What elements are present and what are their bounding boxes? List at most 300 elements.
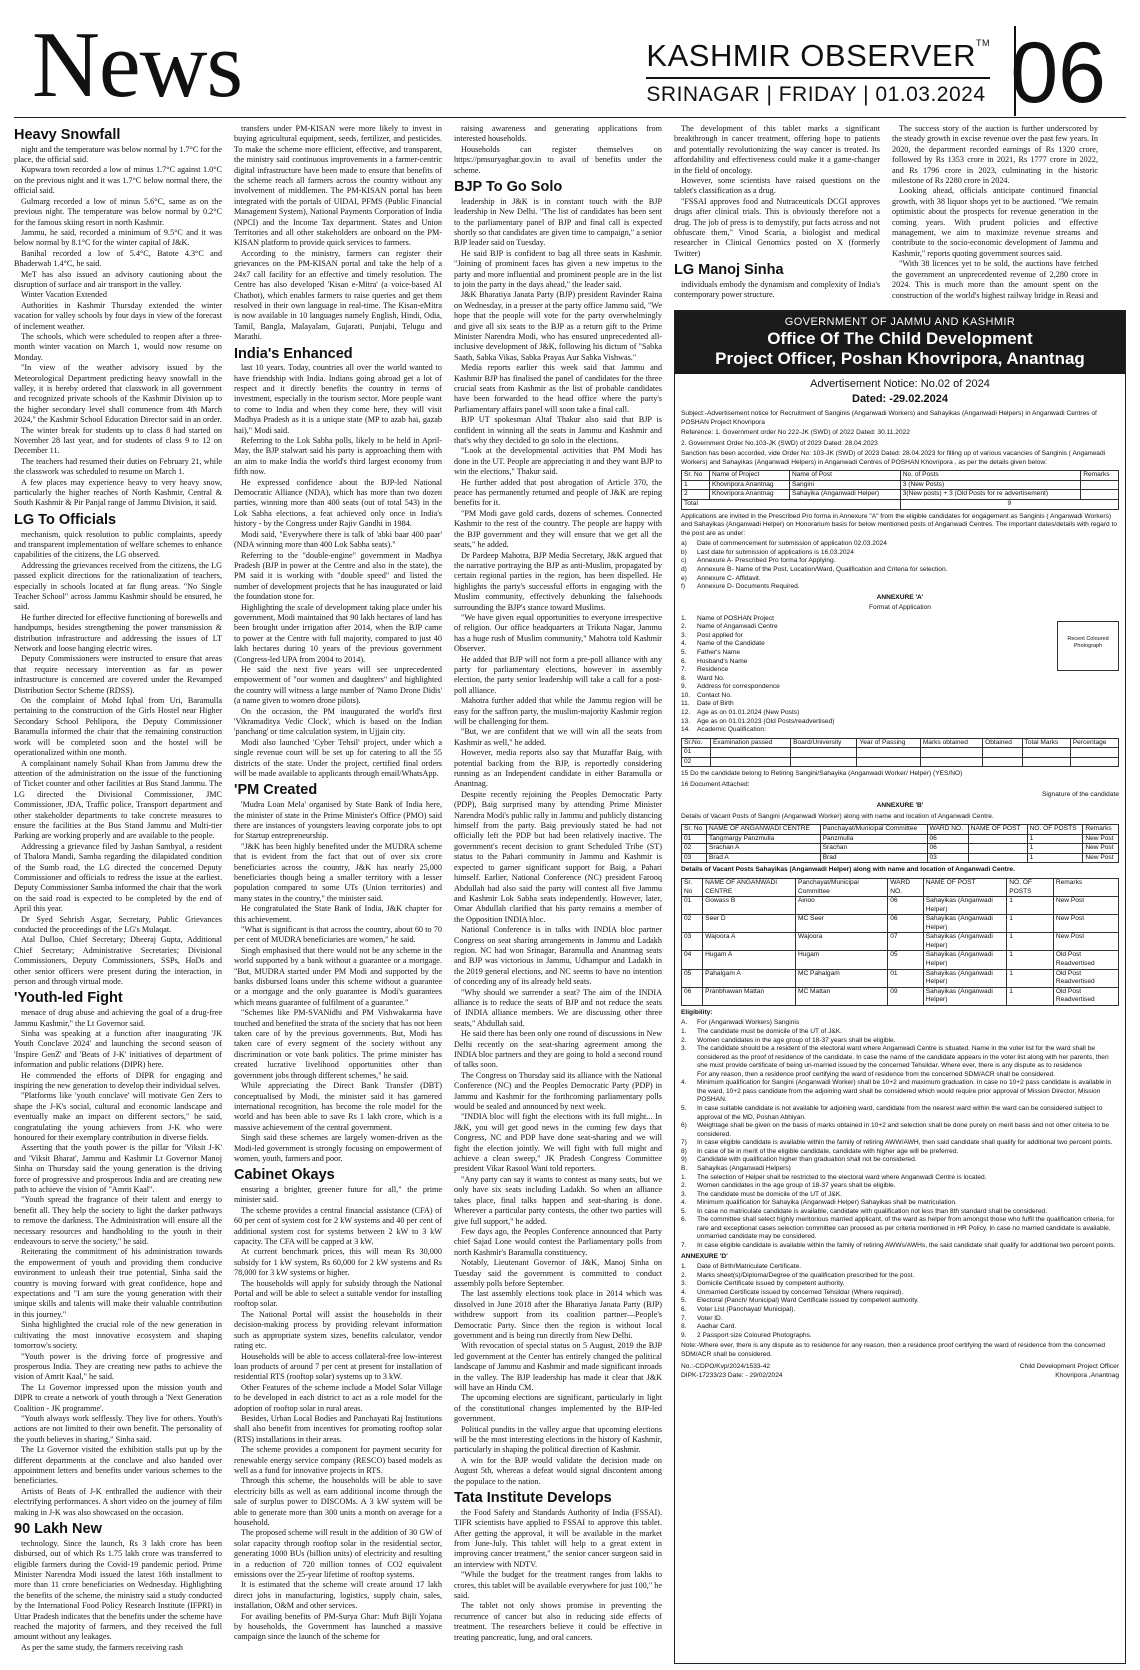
list-item bbox=[681, 575, 1119, 584]
story-pm-created bbox=[234, 782, 442, 1164]
paragraph: Referring to the "double-engine" government in Madhya Pradesh (BJP in power at the Centre and also in the state), the PM said it is working with "double speed" and listed the number of development projects that he has inaugurated or laid the foundation stone for. bbox=[234, 550, 442, 602]
list-item bbox=[681, 1182, 1119, 1191]
table-cell: 1 bbox=[1007, 951, 1054, 969]
list-item-text: Annexure C- Affidavit. bbox=[697, 574, 761, 582]
paper-rule bbox=[646, 77, 990, 79]
list-item bbox=[681, 1122, 1119, 1139]
table-cell: Sahayikas (Anganwadi Helper) bbox=[923, 915, 1006, 933]
table-cell: Old Post Readvertised bbox=[1053, 951, 1118, 969]
list-item-text: Name of POSHAN Project bbox=[697, 614, 774, 622]
story-pm-kisan-cont bbox=[234, 124, 442, 343]
list-item-text: Women candidates in the age group of 18-37 years shall be eligible. bbox=[697, 1182, 896, 1190]
list-item-key: 4. bbox=[681, 640, 687, 648]
paragraph: He expressed confidence about the BJP-led National Democratic Alliance (NDA), which has more than two dozen parties, winning more than 400 seats (out of total 543) in the Lok Sabha elections, a feat achieved only once in India's history - by the Congress under Rajiv Gandhi in 1984. bbox=[234, 477, 442, 529]
table-header-cell: Panchayat/Municipal Committee bbox=[795, 878, 887, 896]
paragraph: Banihal recorded a low of 5.4°C, Batote 4.3°C and Bhaderwah 1.4°C, he said. bbox=[14, 248, 222, 269]
list-item-key: 7. bbox=[681, 666, 687, 674]
list-item-key: 9. bbox=[681, 683, 687, 691]
table-header-cell: Marks obtained bbox=[920, 738, 982, 748]
list-item-text: Minimum qualification for Sahayika (Anganwadi Helper) Sahayikas shall be matriculation. bbox=[697, 1199, 957, 1207]
table-header-cell: Percentage bbox=[1070, 738, 1118, 748]
list-item-text: For any reason, then a residence proof certifying the ward of residence from the concerned SDM/ACR shall be considered. bbox=[697, 1070, 1056, 1078]
paragraph: Besides, Urban Local Bodies and Panchayati Raj Institutions shall also benefit from incentives for promoting rooftop solar (RTS) installations in their areas. bbox=[234, 1413, 442, 1444]
list-item bbox=[681, 615, 1051, 624]
list-item bbox=[681, 632, 1051, 641]
paragraph: Gulmarg recorded a low of minus 5.6°C, same as on the previous night. The temperature was below normal by 0.2°C for the famous skiing resort in north Kashmir. bbox=[14, 196, 222, 227]
story-heading: BJP To Go Solo bbox=[454, 179, 563, 196]
table-cell bbox=[1081, 480, 1119, 490]
paragraph: "Youth always work selflessly. They live for others. Youth's actions are not limited to their own benefit. The personality of the youth believes in sharing," Sinha said. bbox=[14, 1413, 222, 1444]
paragraph: individuals embody the dynamism and complexity of India's contemporary power structure. bbox=[674, 279, 880, 300]
table-cell: 3(New posts) + 3 (Old Posts for re advertisement) bbox=[900, 490, 1081, 500]
table-total-row bbox=[682, 500, 1119, 510]
table-header-cell: NAME OF POST bbox=[923, 878, 1006, 896]
list-item-text: Voter List (Panchayat/ Municipal). bbox=[697, 1305, 796, 1313]
list-item-text: Address for correspondence bbox=[697, 683, 780, 691]
list-item-text: Unmarried Certificate issued by concerned Tehsildar (Where required). bbox=[697, 1288, 904, 1296]
table-cell: 1 bbox=[682, 480, 710, 490]
table-cell: Gowass B bbox=[703, 897, 796, 915]
qualification-table bbox=[681, 738, 1119, 768]
photo-placeholder: Recent Coloured Photograph bbox=[1057, 621, 1119, 671]
list-item-text: Annexure D- Documents Required. bbox=[697, 583, 800, 591]
paragraph: However, some scientists have raised questions on the tablet's classification as a drug. bbox=[674, 176, 880, 196]
list-item-key: 5. bbox=[681, 1297, 687, 1305]
ad-note: Note:-Where ever, there is any dispute as to residence for any reason, then a residence proof certifying the ward of residence from the concerned SDM/ACR shall be considered. bbox=[681, 1342, 1106, 1358]
table-cell: Sangini bbox=[789, 480, 900, 490]
paragraph: Notably, Lieutenant Governor of J&K, Manoj Sinha on Tuesday said the government is committed to conduct assembly polls before September. bbox=[454, 1258, 662, 1288]
table-row bbox=[682, 933, 1119, 951]
ad-signatory-title: Child Development Project Officer bbox=[1019, 1363, 1119, 1371]
table-header-cell: Panchayat/Municipal Committee bbox=[820, 825, 927, 835]
paragraph: On the occasion, the PM inaugurated the world's first 'Vikramaditya Vedic Clock', which is based on the Indian 'panchang' or time calculation system, in Ujjain city. bbox=[234, 706, 442, 737]
table-cell: 07 bbox=[888, 933, 924, 951]
paragraph: "But, we are confident that we will win all the seats from Kashmir as well," he added. bbox=[454, 727, 662, 747]
table-cell: 3 (New Posts) bbox=[900, 480, 1081, 490]
ad-invite: Applications are invited in the Prescribed Pro forma in Annexure "A" from the eligible candidates for engagement as Sanginis ( Anganwadi Workers) and Sahayikas (Anganwadi Helper) on Honorarium basis for below mentioned posts of Anganwadi Centres. The important dates/details with regard to the post are as under: bbox=[681, 512, 1118, 537]
paragraph: "Any party can say it wants to contest as many seats, but we only have six seats including Ladakh. So when an alliance takes place, final talks happen and seat-sharing is done. Wherever a particular party contests, the other two parties will give full support," he added. bbox=[454, 1174, 662, 1226]
table-cell: 06 bbox=[927, 844, 968, 854]
list-item-key: 7. bbox=[681, 1314, 687, 1322]
sahayika-vacancy-table bbox=[681, 878, 1119, 1006]
paragraph: last 10 years. Today, countries all over the world wanted to have friendship with India. Indians going abroad get a lot of respect and it directly benefits the country in terms of investment, especially in the tourism sector. More people want to come to India and when they come here, they will visit Madhya Pradesh as it is a unique state (MP to azab hai, gazab hai)," Modi said. bbox=[234, 363, 442, 435]
paragraph: Modi said, "Everywhere there is talk of 'abki baar 400 paar' (NDA winning more than 400 Lok Sabha seats)." bbox=[234, 529, 442, 550]
story-india-enhanced bbox=[234, 346, 442, 780]
paragraph: The schools, which were scheduled to reopen after a three-month winter vacation on March 1, would now resume on Monday. bbox=[14, 331, 222, 362]
table-row bbox=[682, 915, 1119, 933]
table-cell: 1 bbox=[1027, 834, 1083, 844]
paragraph: "With 38 licences yet to be sold, the auctions have fetched the government an unprecedented revenue of 2,280 crore in 2024. This is much more than the amount spent on the construction of the world's highest railway bridge in Reasi and bbox=[892, 259, 1098, 300]
table-header-cell: Name of Post bbox=[789, 471, 900, 481]
paragraph: The scheme provides a component for payment security for renewable energy service company (RESCO) based models as well as a fund for innovative projects in RTS. bbox=[234, 1445, 442, 1475]
table-header-cell: Sr. No bbox=[682, 825, 707, 835]
paragraph: J&K Bharatiya Janata Party (BJP) president Ravinder Raina on Wednesday, in a presser at the party office Jammu said, "We hope that the people will vote for the party overwhelmingly and give all six seats to the BJP as a return gift to the Prime Minister Narendra Modi, who has ensured unprecedented all-inclusive development of J&K, following his dictum of "Sabka Saath, Sabka Vikas, Sabka Prayas Aur Sabka Vishwas." bbox=[454, 290, 662, 362]
story-tata-institute bbox=[454, 1490, 662, 1643]
story-heading: LG To Officials bbox=[14, 511, 117, 528]
paragraph: Households will be able to access collateral-free low-interest loan products of around 7 per cent at present for installation of residential RTS (rooftop solar) systems up to 3 kW. bbox=[234, 1351, 442, 1382]
table-cell: 03 bbox=[927, 853, 968, 863]
ad-footer bbox=[681, 1363, 1119, 1380]
table-header-cell: NO. OF POSTS bbox=[1027, 825, 1083, 835]
paragraph: The proposed scheme will result in the addition of 30 GW of solar capacity through rooftop solar in the residential sector, generating 1000 BUs (billion units) of electricity and resulting in a reduction of 720 million tonnes of CO2 equivalent emissions over the 25-year lifetime of rooftop systems. bbox=[234, 1528, 442, 1580]
ad-footer-left bbox=[681, 1363, 783, 1380]
table-header-cell: Obtained bbox=[983, 738, 1023, 748]
table-cell: Panzmulla bbox=[820, 834, 927, 844]
paragraph: Referring to the Lok Sabha polls, likely to be held in April-May, the BJP stalwart said his party is approaching them with an aim to make India the world's third largest economy from fifth now. bbox=[234, 436, 442, 477]
story-heading: Heavy Snowfall bbox=[14, 127, 121, 143]
paragraph: BJP UT spokesman Altaf Thakur also said that BJP is confident in winning all the seats in Jammu and Kashmir and that's why they decided to go solo in the elections. bbox=[454, 415, 662, 446]
list-item-key: 8. bbox=[681, 674, 687, 682]
list-item-key: 13. bbox=[681, 717, 691, 725]
paragraph: He commended the efforts of DIPR for engaging and inspiring the new generation to develop their individual selves. bbox=[14, 1070, 222, 1090]
table-cell: New Post bbox=[1083, 834, 1119, 844]
list-item-text: 2 Passport size Coloured Photographs. bbox=[697, 1331, 812, 1339]
table-cell: Srachan bbox=[820, 844, 927, 854]
paragraph: He said BJP is confident to bag all three seats in Kashmir. "Joining of prominent faces has given a new impetus to the party and more influential and prominent people are in the list to join the party in the days ahead," the leader said. bbox=[454, 248, 662, 289]
list-item-key: A. bbox=[681, 1019, 688, 1027]
table-cell: 1 bbox=[1007, 933, 1054, 951]
paragraph: The development of this tablet marks a significant breakthrough in cancer treatment, offering hope to patients and potentially revolutionizing the way cancer is treated. Its affordability and effectiveness could make it a game-changer in the field of oncology. bbox=[674, 124, 880, 175]
table-cell: 03 bbox=[682, 933, 703, 951]
list-item bbox=[681, 1280, 1119, 1289]
list-item-text: Annexure A- Prescribed Pro forma for Applying. bbox=[697, 557, 836, 565]
list-item bbox=[681, 658, 1051, 667]
table-cell: 01 bbox=[682, 748, 711, 758]
paragraph: "Youth power is the driving force of progressive and prosperous India. They are creating new paths to achieve the vision of Amrit Kaal," he said. bbox=[14, 1351, 222, 1382]
table-cell: 01 bbox=[682, 834, 707, 844]
list-item-key: f) bbox=[681, 583, 686, 591]
paragraph: The scheme provides a central financial assistance (CFA) of 60 per cent of system cost for 2 kW systems and 40 per cent of additional system cost for systems between 2 kW to 3 kW capacity. The CFA will be capped at 3 kW. bbox=[234, 1205, 442, 1247]
table-cell: 01 bbox=[682, 897, 703, 915]
paragraph: The tablet not only shows promise in preventing the recurrence of cancer but also in reducing side effects of treatment. The researchers believe it could be effective in treating pancreatic, lung, and oral cancers. bbox=[454, 1601, 662, 1642]
table-cell: 1 bbox=[1007, 897, 1054, 915]
table-cell: New Post bbox=[1053, 915, 1118, 933]
ad-notice-number: Advertisement Notice: No.02 of 2024 bbox=[810, 378, 990, 391]
list-item-text: In case of tie in merit of the eligible candidate, candidate with higher age will be preferred. bbox=[697, 1147, 959, 1155]
table-row bbox=[682, 844, 1119, 854]
table-header-cell: Examination passed bbox=[711, 738, 791, 748]
table-header-cell: Sr. No bbox=[682, 471, 710, 481]
list-item-key: 9) bbox=[681, 1156, 687, 1164]
list-item-text: Ward No. bbox=[697, 674, 725, 682]
list-item-key: 5. bbox=[681, 649, 687, 657]
list-item bbox=[681, 583, 1119, 592]
paragraph: "PM Modi gave gold cards, dozens of schemes. Connected Kashmir to the rest of the country. The people are happy with the BJP government and they will ensure that we get all the seats," he added. bbox=[454, 508, 662, 550]
paragraph: Dr Syed Sehrish Asgar, Secretary, Public Grievances conducted the proceedings of the LG's Mulaqat. bbox=[14, 914, 222, 934]
posts-table bbox=[681, 470, 1119, 509]
table-cell: MC Mattan bbox=[795, 987, 887, 1005]
list-item-key: 6) bbox=[681, 1122, 687, 1130]
table-cell: Wajoora bbox=[795, 933, 887, 951]
paragraph: Modi also launched 'Cyber Tehsil' project, under which a single revenue court will be set up for catering to all the 55 districts of the state. Under the project, certified final orders will be made available to applicants through email/WhatsApp. bbox=[234, 737, 442, 779]
table-cell: Ainoo bbox=[795, 897, 887, 915]
ad-banner bbox=[675, 311, 1125, 374]
table-header-cell: NAME OF ANGANWADI CENTRE bbox=[707, 825, 821, 835]
list-item bbox=[681, 623, 1051, 632]
table-cell: 06 bbox=[888, 915, 924, 933]
list-item-text: The candidate should be a resident of the electoral ward where Anganwadi Centre is situated. Name in the voter list for the ward shall be considered as the proof of residence of the candidate. In case the name of the candidate appears in the voter list along with her parents, then she must provide certificate of being un-married issued by the concerned Tehsildar. Where ever, there is any dispute as to residence bbox=[697, 1045, 1109, 1070]
annexure-d-title: ANNEXURE 'D' bbox=[681, 1252, 728, 1260]
list-item-text: Father's Name bbox=[697, 649, 741, 657]
dateline: SRINAGAR | FRIDAY | 01.03.2024 bbox=[646, 83, 986, 106]
paragraph: He congratulated the State Bank of India, J&K chapter for this achievement. bbox=[234, 904, 442, 924]
table-header-cell: Name of Project bbox=[710, 471, 790, 481]
paragraph: Singh emphasised that there would not be any scheme in the world supported by a bank without a guarantee or a mortgage. "But, MUDRA started under PM Modi and supported by the banks disbursed loans under this scheme without a guarantee or a mortgage and the only guarantee is Modi's guarantees which means guarantee of fulfilment of a guarantee." bbox=[234, 945, 442, 1007]
paragraph: Reiterating the commitment of his administration towards the empowerment of youth and providing them conducive environment to unleash their true potential, Sinha said the country is moving forward with great confidence, hope and expectations and "I am sure the young generation with their unique skills and talents will make their valuable contribution in this journey." bbox=[14, 1247, 222, 1319]
trademark-mark: TM bbox=[976, 38, 990, 48]
table-row bbox=[682, 951, 1119, 969]
table-row bbox=[682, 987, 1119, 1005]
table-cell: Brad bbox=[820, 853, 927, 863]
table-header-cell: NO. OF POSTS bbox=[1007, 878, 1054, 896]
paragraph: The Lt Governor visited the exhibition stalls put up by the different departments at the conclave and also handed over appointment letters and benefits under various schemes to the beneficiaries. bbox=[14, 1445, 222, 1486]
paragraph: technology. Since the launch, Rs 3 lakh crore has been disbursed, out of which Rs 1.75 lakh crore was transferred to eligible farmers during the Covid-19 pandemic period. Prime Minister Narendra Modi issued the latest 16th installment to more than 11 crore beneficiaries on Wednesday. Highlighting the benefits of the scheme, the ministry said a study conducted by the International Food Policy Research Institute (IFPRI) in Uttar Pradesh indicates that the benefits under the scheme have reached the majority of farmers, and they received the full amount without any leakages. bbox=[14, 1538, 222, 1642]
paragraph: It is estimated that the scheme will create around 17 lakh direct jobs in manufacturing, logistics, supply chain, sales, installation, O&M and other services. bbox=[234, 1580, 442, 1611]
paragraph: He further added that post abrogation of Article 370, the peace has permanently returned and people of J&K are reping benefits for it. bbox=[454, 477, 662, 508]
paragraph: "J&K has been highly benefited under the MUDRA scheme that is evident from the fact that out of over six crore beneficiaries across the country, J&K has nearly 25,000 beneficiaries though being a smaller territory with a lesser population compared to some UTs (Union territories) and many states in the country," the minister said. bbox=[234, 841, 442, 903]
table-row bbox=[682, 897, 1119, 915]
table-cell: Pranbhawan Mattan bbox=[703, 987, 796, 1005]
table-cell: Seer D bbox=[703, 915, 796, 933]
eligibility-title: Eligibility: bbox=[681, 1008, 713, 1016]
story-lg-officials bbox=[14, 512, 222, 988]
paragraph: Addressing the grievances received from the citizens, the LG passed explicit directions for the rationalization of teachers, especially in schools located at far flung areas. "No Single Teacher School" across Jammu Kashmir should be ensured, he said. bbox=[14, 560, 222, 612]
paragraph: leadership in J&K is in constant touch with the BJP leadership in New Delhi. "The list of candidates has been sent to the parliamentary panel of BJP and final call is expected shortly so that candidates are given time to campaign," a senior BJP leader said on Tuesday. bbox=[454, 196, 662, 248]
list-item bbox=[681, 1216, 1119, 1242]
list-item bbox=[681, 675, 1051, 684]
list-item bbox=[681, 557, 1119, 566]
list-item bbox=[681, 1191, 1119, 1200]
ad-dated: Dated: -29.02.2024 bbox=[852, 392, 948, 405]
paragraph: night and the temperature was below normal by 1.7°C for the place, the official said. bbox=[14, 144, 222, 165]
list-item bbox=[681, 566, 1119, 575]
table-cell: 03 bbox=[682, 853, 707, 863]
table-header-cell: Remarks bbox=[1083, 825, 1119, 835]
paragraph: Addressing a grievance filed by Jashan Sambyal, a resident of Thalora Mandi, Samba regarding the dilapidated condition of the Sumb road, the LG directed the concerned Deputy Commissioner and officials to redress the issue at the earliest. Deputy Commissioner Samba informed the chair that the work on the said road is expected to be completed by the end of April this year. bbox=[14, 841, 222, 914]
table-row bbox=[682, 834, 1119, 844]
list-item-key: b) bbox=[681, 548, 687, 556]
list-item bbox=[681, 1315, 1119, 1324]
page-body bbox=[14, 118, 1126, 1664]
table-cell: 06 bbox=[682, 987, 703, 1005]
table-cell: 02 bbox=[682, 844, 707, 854]
paragraph: He said there has been only one round of discussions in New Delhi recently on the seat-sharing agreement among the INDIA bloc partners and they are going to hold a second round of talks soon. bbox=[454, 1029, 662, 1070]
table-cell: New Post bbox=[1083, 844, 1119, 854]
table-cell: Sahayikas (Anganwadi Helper) bbox=[923, 969, 1006, 987]
candidate-signature: Signature of the candidate bbox=[1042, 791, 1119, 799]
column-1 bbox=[14, 124, 222, 1664]
paragraph: Despite recently rejoining the Peoples Democratic Party (PDP), Baig surprised many by attending Prime Minister Narendra Modi's public rally in Jammu and publicly distancing himself from the party. Baig previously stated he had not officially left the PDP but had been relatively inactive. The government's recent decision to grant Scheduled Tribe (ST) status to the Pahari community in Jammu and Kashmir is expected to garner significant support for Baig, a Pahari himself. Earlier, National Conference (NC) president Farooq Abdullah had also said the party will contest all five Jammu and Kashmir Lok Sabha seats independently. However, later, Omar Abdullah clarified that his party remains a member of the Opposition INDIA bloc. bbox=[454, 789, 662, 924]
annexure-b-subtitle: Details of Vacant Posts of Sangini (Anganwadi Worker) along with name and location of Anganwadi Centre. bbox=[681, 812, 994, 820]
paragraph: Atal Dulloo, Chief Secretary; Dheeraj Gupta, Additional Chief Secretary; Administrative Secretaries; Divisional Commissioners, Deputy Commissioners, SSPs, HoDs and other senior officers were present during the interaction, in person and through virtual mode. bbox=[14, 935, 222, 987]
table-header-row bbox=[682, 471, 1119, 481]
paragraph: "Look at the developmental activities that PM Modi has done in the UT. People are appreciating it and they want BJP to win the elections," Thakur said. bbox=[454, 446, 662, 477]
table-cell: 1 bbox=[1027, 844, 1083, 854]
table-header-row bbox=[682, 738, 1119, 748]
list-item bbox=[681, 700, 1051, 709]
section-title: News bbox=[32, 13, 243, 117]
paragraph: Through this scheme, the households will be able to save electricity bills as well as earn additional income through the sale of surplus power to DISCOMs. A 3 kW system will be able to generate more than 300 units a month on average for a household. bbox=[234, 1476, 442, 1528]
list-item-key: 4. bbox=[681, 1288, 687, 1296]
table-cell: 06 bbox=[888, 897, 924, 915]
right-area bbox=[674, 124, 1126, 1664]
list-item-text: Date of commencement for submission of application 02.03.2024 bbox=[697, 540, 887, 548]
list-item-text: In case no matriculate candidate is available, candidate with qualification not less than 8th standard shall be considered. bbox=[697, 1207, 1048, 1215]
paragraph: Jammu, he said, recorded a minimum of 9.5°C and it was below normal by 8.1°C for the winter capital of J&K. bbox=[14, 227, 222, 248]
paragraph: The success story of the auction is further underscored by the steady growth in excise revenue over the past few years. In 2020, the department recorded earnings of Rs 1320 crore, followed by Rs 1353 crore in 2021, Rs 1777 crore in 2022, and Rs 1796 crore in 2023, culminating in the historic milestone of Rs 2280 crore in 2024. bbox=[892, 124, 1098, 186]
list-item-key: 6. bbox=[681, 657, 687, 665]
paragraph: "Why should we surrender a seat? The aim of the INDIA alliance is to reduce the seats of BJP and not reduce the seats of INDIA alliance members. We are discussing other three seats," Abdullah said. bbox=[454, 987, 662, 1028]
annexure-b-title: ANNEXURE 'B' bbox=[876, 802, 924, 810]
table-cell: Tangmargy Panzmulla bbox=[707, 834, 821, 844]
table-cell bbox=[968, 844, 1027, 854]
list-item-key: 3. bbox=[681, 1280, 687, 1288]
ad-body bbox=[675, 410, 1125, 1381]
list-item-key: 3. bbox=[681, 1045, 687, 1053]
table-cell: Sahayikas (Anganwadi Helper) bbox=[923, 951, 1006, 969]
paragraph: A few places may experience heavy to very heavy snow, particularly the higher reaches of North Kashmir, Central & South Kashmir & Pir Panjal range of Jammu Division, it said. bbox=[14, 477, 222, 508]
list-item-text: The candidate must be domicile of the UT of J&K. bbox=[697, 1190, 843, 1198]
table-cell: Total bbox=[682, 500, 901, 510]
list-item bbox=[681, 709, 1051, 718]
paragraph: The winter break for students up to class 8 had started on November 28 last year, and for students of class 9 to 12 on December 11. bbox=[14, 425, 222, 456]
annexure-a-subtitle: Format of Application bbox=[869, 604, 931, 612]
table-cell: 1 bbox=[1007, 915, 1054, 933]
list-item bbox=[681, 726, 1051, 735]
list-item-text: Weightage shall be given on the basis of marks obtained in 10+2 and selection shall be done purely on merit basis and not other criteria to be considered. bbox=[697, 1122, 1110, 1138]
paragraph: Artists of Beats of J-K enthralled the audience with their electrifying performances. A short video on the journey of film making in J-K was also showcased on the occasion. bbox=[14, 1486, 222, 1517]
table-cell: 02 bbox=[682, 757, 711, 767]
paragraph: As per the same study, the farmers receiving cash bbox=[21, 1642, 184, 1652]
table-cell: Sahayikas (Anganwadi Helper) bbox=[923, 897, 1006, 915]
list-item-text: Last date for submission of applications is 16.03.2024 bbox=[697, 548, 854, 556]
story-bjp-solo bbox=[454, 179, 662, 1487]
list-item bbox=[681, 1263, 1119, 1272]
list-item bbox=[681, 1071, 1119, 1080]
list-item-key: 8. bbox=[681, 1323, 687, 1331]
list-item bbox=[681, 1199, 1119, 1208]
list-item-text: Post applied for bbox=[697, 631, 743, 639]
table-cell: 04 bbox=[682, 951, 703, 969]
table-row bbox=[682, 490, 1119, 500]
list-item bbox=[681, 1208, 1119, 1217]
list-item bbox=[681, 1165, 1119, 1174]
column-3 bbox=[454, 124, 662, 1664]
list-item-text: Date of Birth bbox=[697, 700, 734, 708]
paragraph: Mahotra further added that while the Jammu region will be easy for the saffron party, the muslim-majority Kashmir region will be challenging for them. bbox=[454, 696, 662, 727]
paragraph: With revocation of special status on 5 August, 2019 the BJP led government at the Center has entirely changed the political landscape of Jammu and Kashmir and made significant inroads in the valley. The BJP leadership has made it clear that J&K will have an Hindu CM. bbox=[454, 1341, 662, 1393]
paragraph: "Youth spread the fragrance of their talent and energy to benefit all. They help the society to light the darker pathways to remove the darkness. The Administration will ensure all the necessary resources and handholding to the youth in their endeavours to serve the society," he said. bbox=[14, 1195, 222, 1247]
paragraph: Other Features of the scheme include a Model Solar Village to be developed in each district to act as a role model for the adoption of rooftop solar in rural areas. bbox=[234, 1382, 442, 1413]
list-item-key: 8) bbox=[681, 1147, 687, 1155]
list-item-key: c) bbox=[681, 557, 687, 565]
list-item bbox=[681, 692, 1051, 701]
table-header-cell: Board/University bbox=[791, 738, 857, 748]
paragraph: menace of drug abuse and achieving the goal of a drug-free Jammu Kashmir," the Lt Governor said. bbox=[14, 1008, 222, 1028]
paragraph: Sinha highlighted the crucial role of the new generation in cultivating the most innovative ecosystem and shaping tomorrow's society. bbox=[14, 1320, 222, 1351]
table-cell: 06 bbox=[927, 834, 968, 844]
paragraph: According to the ministry, farmers can register their grievances on the PM-KISAN portal and take the help of a 24x7 call facility for an effective and timely resolution. The Centre has also developed 'Kisan e-Mitra' (a voice-based AI Chatbot), which enables farmers to raise queries and get them resolved in their own language in real-time. The Kisan-eMitra is now available in 10 languages namely English, Hindi, Odia, Tamil, Bangla, Malayalam, Gujarati, Punjabi, Telugu and Marathi. bbox=[234, 248, 442, 342]
paragraph: The Congress on Thursday said its alliance with the National Conference (NC) and the Peoples Democratic Party (PDP) in Jammu and Kashmir for the forthcoming parliamentary polls would be sealed and announced by next week. bbox=[454, 1070, 662, 1112]
table-header-cell: Year of Passing bbox=[857, 738, 920, 748]
ad-office-line-2: Project Officer, Poshan Khovripora, Anantnag bbox=[715, 349, 1085, 369]
table-cell bbox=[1081, 490, 1119, 500]
paragraph: "FSSAI approves food and Nutraceuticals DCGI approves drugs after clinical trials. This is obviously therefore not a drug. The job of press is to demystify, put facts across and not obfuscate them," Vinod Scaria, a biologist and medical researcher in Clinical Genomics posted on X (formerly Twitter) bbox=[674, 196, 880, 258]
ad-signatory-place: Khovripora ,Anantnag bbox=[1055, 1371, 1119, 1379]
ad-reference-1: Reference: 1. Government order No 222-JK (SWD) of 2022 Dated: 30.11.2022 bbox=[681, 429, 910, 437]
story-heading: Cabinet Okays bbox=[234, 1167, 335, 1184]
column-5 bbox=[892, 124, 1098, 300]
column-4 bbox=[674, 124, 880, 300]
list-item-key: 3. bbox=[681, 631, 687, 639]
table-header-cell: Remarks bbox=[1081, 471, 1119, 481]
list-item-text: Electoral (Panch/ Municipal) Ward Certificate issued by competent authority. bbox=[697, 1297, 919, 1305]
list-item bbox=[681, 1332, 1119, 1341]
list-item-text: In case eligible candidate is available within the family of retiring AWW/AWH, then said candidate shall qualify for additional two percent points. bbox=[697, 1139, 1113, 1147]
list-item bbox=[681, 540, 1119, 549]
ad-dipk-number: DIPK-17233/23 Date: - 29/02/2024 bbox=[681, 1371, 783, 1379]
table-header-cell: WARD NO. bbox=[888, 878, 924, 896]
question-16: 16 Document Attached: bbox=[681, 780, 750, 788]
story-heading: 'Youth-led Fight bbox=[14, 990, 123, 1007]
table-header-cell: NAME OF POST bbox=[968, 825, 1027, 835]
table-cell: Old Post Readvertised bbox=[1053, 987, 1118, 1005]
list-item-text: Sahayikas (Anganwadi Helpers) bbox=[697, 1164, 791, 1172]
list-item-key: 2. bbox=[681, 1182, 687, 1190]
list-item-key: 4. bbox=[681, 1079, 687, 1087]
table-cell: Old Post Readvertised bbox=[1053, 969, 1118, 987]
table-cell: New Post bbox=[1053, 897, 1118, 915]
list-item-key: 2. bbox=[681, 1271, 687, 1279]
paragraph: A complainant namely Sohail Khan from Jammu drew the attention of the administration on the issue of the functioning of Ticket counter and other facilities at Bus Stand Jammu. The LG directed the Divisional Commissioner, JMC Commissioner, JDA, Traffic police, Transport department and other stakeholder departments to take concrete measures to ensure the facilities at the Bus Stand Jammu and Multi-tier Parking are working properly and are available to the people. bbox=[14, 758, 222, 841]
list-item-text: Domicile Certificate issued by competent authority. bbox=[697, 1280, 845, 1288]
column-2 bbox=[234, 124, 442, 1664]
paragraph: The upcoming elections are significant, particularly in light of the constitutional changes implemented by the BJP-led government. bbox=[454, 1393, 662, 1424]
list-item-key bbox=[681, 1071, 697, 1080]
table-cell: Sahayikas (Anganwadi Helper) bbox=[923, 987, 1006, 1005]
application-form bbox=[681, 615, 1119, 735]
paragraph: While appreciating the Direct Bank Transfer (DBT) conceptualised by Modi, the minister said it has garnered international recognition, has become the role model for the world and has been able to save Rs 1 lakh crore, which is a massive achievement of the central government. bbox=[234, 1081, 442, 1132]
list-item-text: In case eligible candidate is available within the family of retiring AWWs/AWHs, the said candidate shall qualify for additional two percent points. bbox=[697, 1242, 1116, 1250]
table-cell: MC Seer bbox=[795, 915, 887, 933]
table-cell bbox=[968, 853, 1027, 863]
list-item-text: Date of Birth/Matriculate Certificate. bbox=[697, 1263, 802, 1271]
story-heading: 'PM Created bbox=[234, 782, 318, 799]
list-item-key: a) bbox=[681, 540, 687, 548]
list-item-key: 11. bbox=[681, 700, 690, 708]
paragraph: A win for the BJP would validate the decision made on August 5th, whereas a defeat would signal discontent among the populace to the nation. bbox=[454, 1455, 662, 1486]
list-item-key: 7. bbox=[681, 1242, 687, 1250]
sangini-vacancy-table bbox=[681, 824, 1119, 863]
paper-name: KASHMIR OBSERVER™ bbox=[646, 38, 990, 73]
story-heading: 90 Lakh New bbox=[14, 1521, 102, 1538]
table-cell: 02 bbox=[682, 915, 703, 933]
advertisement-notice bbox=[674, 310, 1126, 1664]
table-cell: Brad A bbox=[707, 853, 821, 863]
story-heading: Tata Institute Develops bbox=[454, 1490, 612, 1507]
paragraph: Households can register themselves on https://pmsuryaghar.gov.in to avail of benefits under the scheme. bbox=[454, 144, 662, 175]
ad-signatory bbox=[1020, 1363, 1119, 1380]
ad-sanction: Sanction has been accorded, vide Order No: 103-JK (SWD) of 2023 Dated: 28.04.2023 for filling up of various vacancies of Sanginis ( Anganwadi Workers) and Sahayikas (Anganwadi Helpers) in Anganwadi Centres of POSHAN Khovripora , as per the details given below: bbox=[681, 450, 1106, 466]
list-item bbox=[681, 1289, 1119, 1298]
list-item-key: 7) bbox=[681, 1139, 687, 1147]
list-item bbox=[681, 1297, 1119, 1306]
list-item-key: 14. bbox=[681, 726, 691, 734]
table-row bbox=[682, 748, 1119, 758]
paragraph: mechanism, quick resolution to public complaints, speedy and transparent implementation of welfare schemes to enhance capabilities of the citizens, the LG observed. bbox=[14, 529, 222, 560]
list-item bbox=[681, 1272, 1119, 1281]
paragraph: He said the next five years will see unprecedented empowerment of "our women and daughters" and highlighted the country will witness a large number of 'Namo Drone Didis' (a name given to women drone pilots). bbox=[234, 664, 442, 706]
